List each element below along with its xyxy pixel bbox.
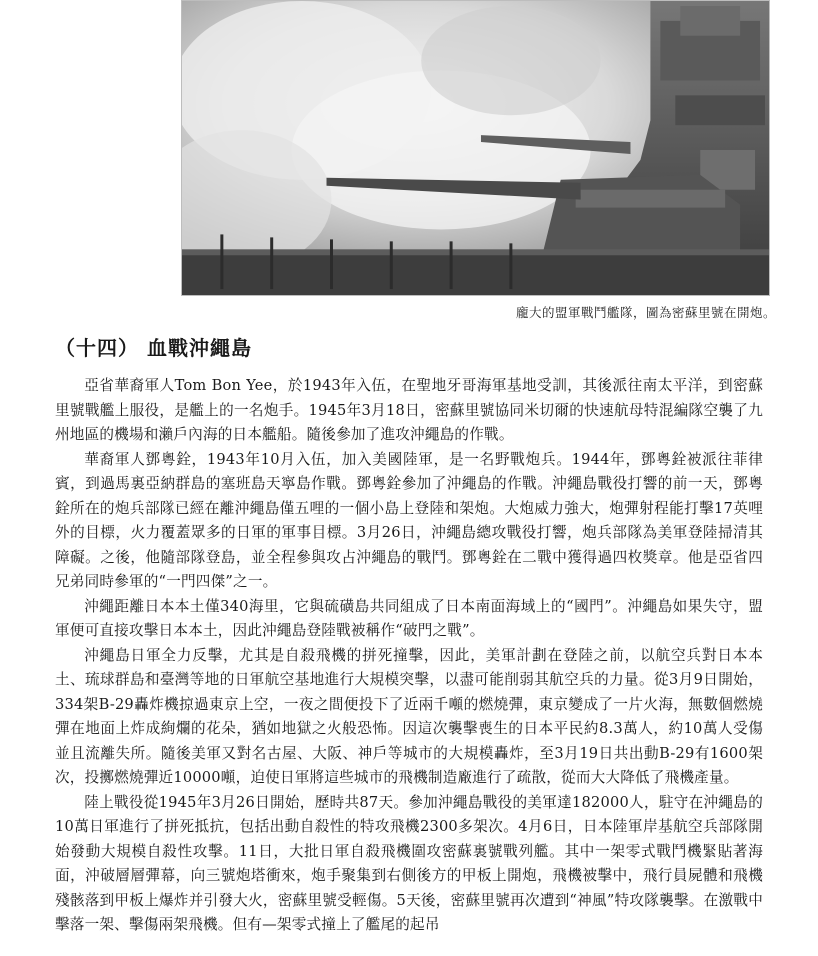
battleship-photo [181,0,770,296]
section-title: （十四） 血戰沖繩島 [55,336,252,360]
battleship-firing-photo-icon [182,1,769,295]
photo-caption: 龐大的盟軍戰鬥艦隊，圖為密蘇里號在開炮。 [515,305,776,320]
paragraph: 華裔軍人鄧粵銓，1943年10月入伍，加入美國陸軍，是一名野戰炮兵。1944年，鄧粵銓被派往菲律賓，到過馬裏亞納群島的塞班島天寧島作戰。鄧粵銓參加了沖繩島的作戰。沖繩島戰役打響的前一天，鄧粵銓所在的炮兵部隊已經在離沖繩島僅五哩的一個小島上登陸和架炮。大炮威力強大，炮彈射程能打擊17英哩外的目標，火力覆蓋眾多的日軍的軍事目標。3月26日，沖繩島總攻戰役打響，炮兵部隊為美軍登陸掃清其障礙。之後，他隨部隊登島，並全程參與攻占沖繩島的戰鬥。鄧粵銓在二戰中獲得過四枚獎章。他是亞省四兄弟同時參軍的“一門四傑”之一。 [55,450,763,590]
article-body [55,374,763,938]
paragraph: 亞省華裔軍人Tom Bon Yee，於1943年入伍，在聖地牙哥海軍基地受訓，其後派往南太平洋，到密蘇里號戰艦上服役，是艦上的一名炮手。1945年3月18日，密蘇里號協同米切爾的快速航母特混編隊空襲了九州地區的機場和瀨戶內海的日本艦船。隨後參加了進攻沖繩島的作戰。 [55,377,763,443]
paragraph: 沖繩距離日本本土僅340海里，它與硫磺島共同組成了日本南面海域上的“國門”。沖繩島如果失守，盟軍便可直接攻擊日本本土，因此沖繩島登陸戰被稱作“破門之戰”。 [55,597,763,639]
paragraph: 陸上戰役從1945年3月26日開始，歷時共87天。參加沖繩島戰役的美軍達182000人，駐守在沖繩島的10萬日軍進行了拼死抵抗，包括出動自殺性的特攻飛機2300多架次。4月6日，日本陸軍岸基航空兵部隊開始發動大規模自殺性攻擊。11日，大批日軍自殺飛機圍攻密蘇裏號戰列艦。其中一架零式戰鬥機緊貼著海面，沖破層層彈幕，向三號炮塔衝來，炮手聚集到右側後方的甲板上開炮，飛機被擊中，飛行員屍體和飛機殘骸落到甲板上爆炸并引發大火，密蘇里號受輕傷。5天後，密蘇里號再次遭到“神風”特攻隊襲擊。在激戰中擊落一架、擊傷兩架飛機。但有—架零式撞上了艦尾的起吊 [55,793,763,933]
paragraph: 沖繩島日軍全力反擊，尤其是自殺飛機的拼死撞擊，因此，美軍計劃在登陸之前，以航空兵對日本本土、琉球群島和臺灣等地的日軍航空基地進行大規模突擊，以盡可能削弱其航空兵的力量。從3月9日開始，334架B-29轟炸機掠過東京上空，一夜之間便投下了近兩千噸的燃燒彈，東京變成了一片火海，無數個燃燒彈在地面上炸成絢爛的花朵，猶如地獄之火般恐怖。因這次襲擊喪生的日本平民約8.3萬人，約10萬人受傷並且流離失所。隨後美軍又對名古屋、大阪、神戶等城市的大規模轟炸，至3月19日共出動B-29有1600架次，投擲燃燒彈近10000噸，迫使日軍將這些城市的飛機制造廠進行了疏散，從而大大降低了飛機產量。 [55,646,763,786]
